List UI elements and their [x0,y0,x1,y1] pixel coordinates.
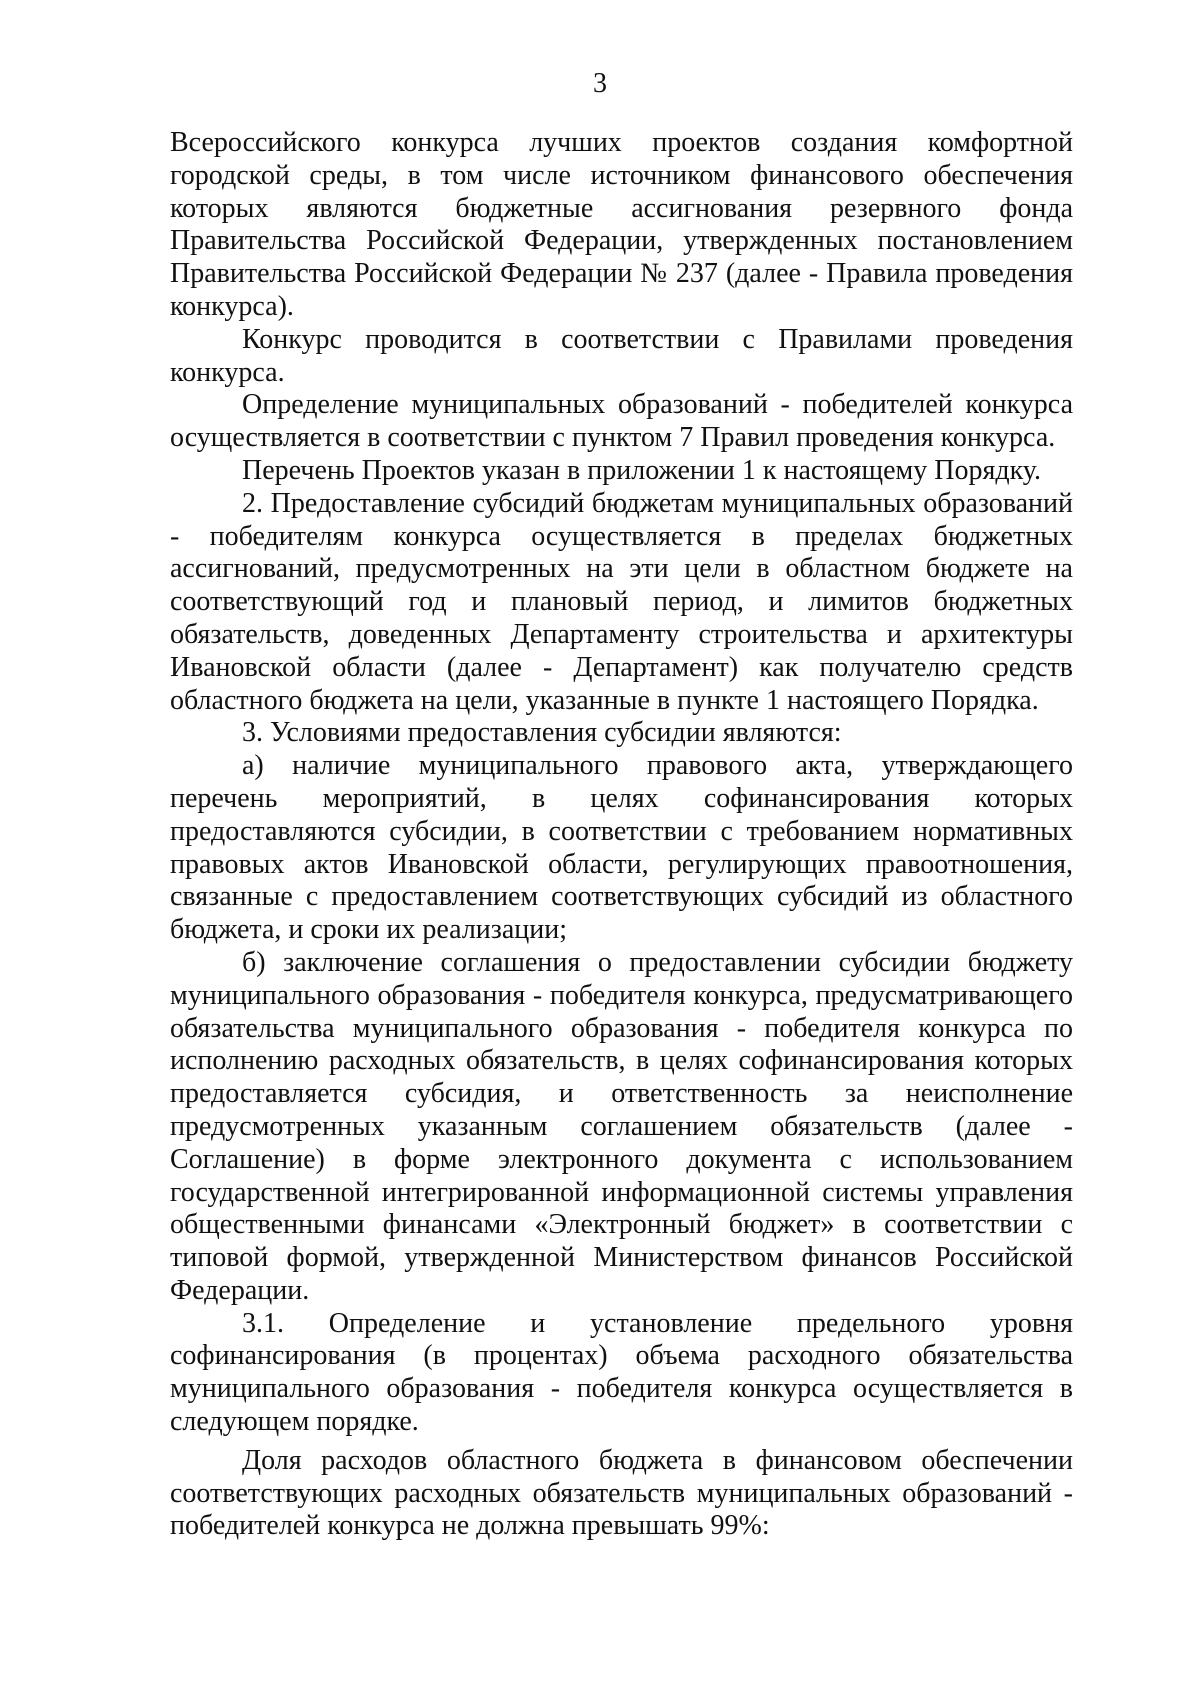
paragraph-item-2: 2. Предоставление субсидий бюджетам муниципальных образований - победителям конкурса осуществляется в пределах бюджетных ассигнований, предусмотренных на эти цели в областном бюджете на соответствующий год и плановый период, и лимитов бюджетных обязательств, доведенных Департаменту строительства и архитектуры Ивановской области (далее - Департамент) как получателю средств областного бюджета на цели, указанные в пункте 1 настоящего Порядка. [170,487,1073,716]
page-number: 3 [593,68,607,99]
paragraph-item-3: 3. Условиями предоставления субсидии являются: [242,717,842,749]
paragraph-item-3b: б) заключение соглашения о предоставлении субсидии бюджету муниципального образования - победителя конкурса, предусматривающего обязательства муниципального образования - победителя конкурса по исполнению расходных обязательств, в целях софинансирования которых предоставляется субсидия, и ответственность за неисполнение предусмотренных указанным соглашением обязательств (далее - Соглашение) в форме электронного документа с использованием государственной интегрированной информационной системы управления общественными финансами «Электронный бюджет» в соответствии с типовой формой, утвержденной Министерством финансов Российской Федерации. [170,946,1073,1306]
paragraph-contest-rules: Конкурс проводится в соответствии с Правилами проведения конкурса. [170,323,1073,388]
paragraph-winners-determination: Определение муниципальных образований - победителей конкурса осуществляется в соответствии с пунктом 7 Правил проведения конкурса. [170,389,1073,454]
paragraph-projects-list: Перечень Проектов указан в приложении 1 к настоящему Порядку. [242,454,1041,486]
paragraph-continuation: Всероссийского конкурса лучших проектов создания комфортной городской среды, в том числе источником финансового обеспечения которых являются бюджетные ассигнования резервного фонда Правительства Российской Федерации, утвержденных постановлением Правительства Российской Федерации № 237 (далее - Правила проведения конкурса). [170,127,1073,322]
document-body [170,127,1073,1543]
paragraph-item-3a: а) наличие муниципального правового акта, утверждающего перечень мероприятий, в целях софинансирования которых предоставляются субсидии, в соответствии с требованием нормативных правовых актов Ивановской области, регулирующих правоотношения, связанные с предоставлением соответствующих субсидий из областного бюджета, и сроки их реализации; [170,750,1073,946]
paragraph-item-3-1: 3.1. Определение и установление предельного уровня софинансирования (в процентах) объема расходного обязательства муниципального образования - победителя конкурса осуществляется в следующем порядке. [170,1307,1073,1438]
paragraph-cofinancing-share: Доля расходов областного бюджета в финансовом обеспечении соответствующих расходных обязательств муниципальных образований - победителей конкурса не должна превышать 99%: [170,1444,1073,1542]
